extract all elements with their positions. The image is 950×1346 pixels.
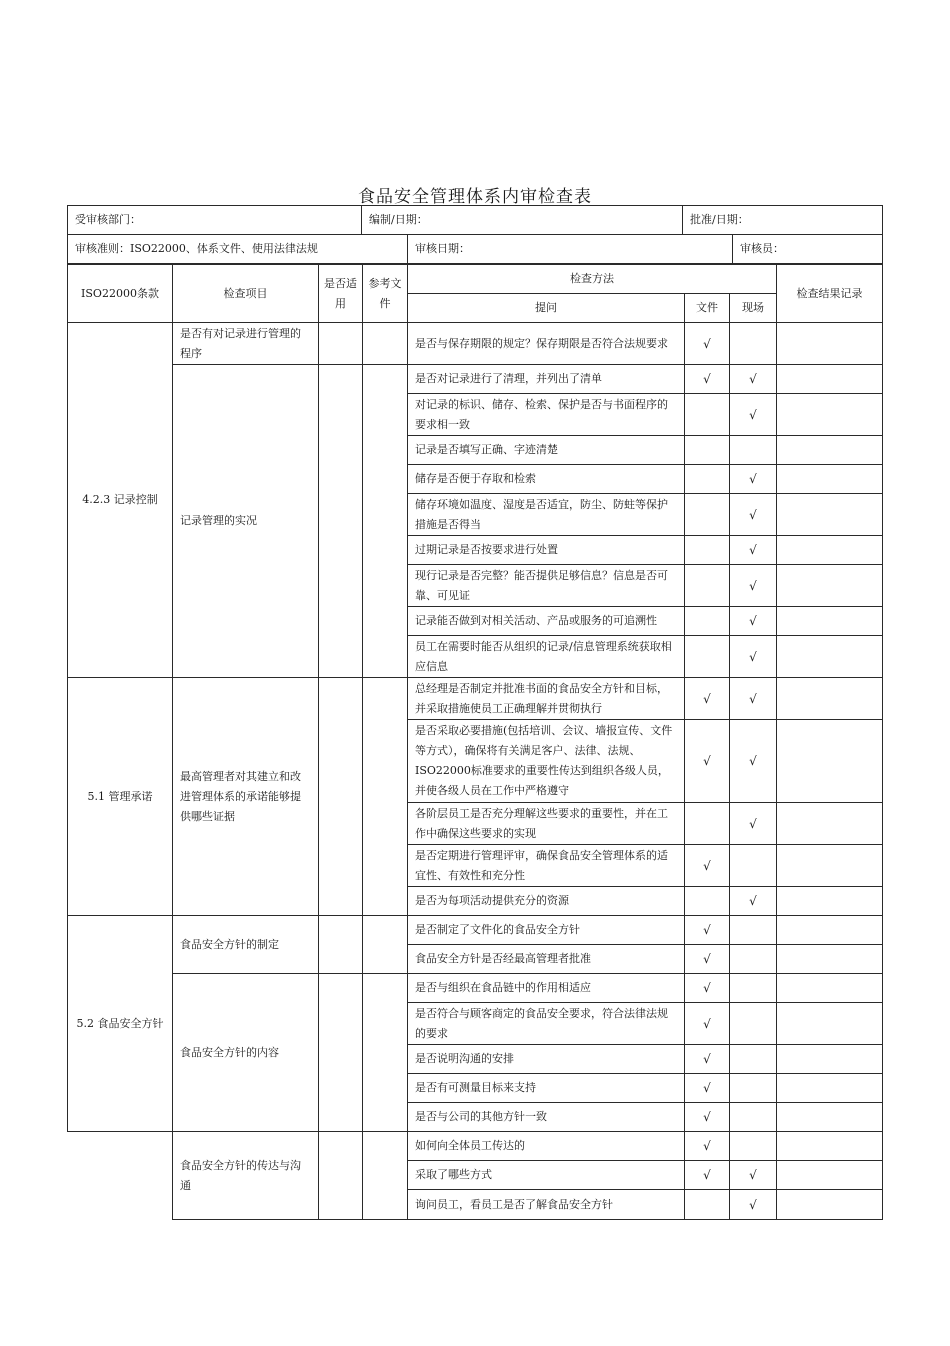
site-check-cell bbox=[730, 845, 777, 887]
site-check-cell: √ bbox=[730, 720, 777, 803]
question-cell: 是否有可测量目标来支持 bbox=[408, 1074, 685, 1103]
question-cell: 对记录的标识、储存、检索、保护是否与书面程序的要求相一致 bbox=[408, 394, 685, 436]
doc-check-cell bbox=[685, 607, 730, 636]
doc-check-cell bbox=[685, 394, 730, 436]
doc-check-cell: √ bbox=[685, 1003, 730, 1045]
col-question-header: 提问 bbox=[408, 294, 685, 323]
question-cell: 是否与保存期限的规定？保存期限是否符合法规要求 bbox=[408, 323, 685, 365]
question-cell: 记录是否填写正确、字迹清楚 bbox=[408, 436, 685, 465]
applicable-cell bbox=[319, 1132, 363, 1220]
question-cell: 是否说明沟通的安排 bbox=[408, 1045, 685, 1074]
question-cell: 是否与组织在食品链中的作用相适应 bbox=[408, 974, 685, 1003]
question-cell: 储存环境如温度、湿度是否适宜，防尘、防蛀等保护措施是否得当 bbox=[408, 494, 685, 536]
result-record-cell bbox=[777, 845, 883, 887]
site-check-cell: √ bbox=[730, 636, 777, 678]
check-item-cell: 食品安全方针的传达与沟通 bbox=[173, 1132, 319, 1220]
site-check-cell bbox=[730, 323, 777, 365]
result-record-cell bbox=[777, 1161, 883, 1190]
col-site-header: 现场 bbox=[730, 294, 777, 323]
col-item-header: 检查项目 bbox=[173, 265, 319, 323]
site-check-cell: √ bbox=[730, 1190, 777, 1220]
site-check-cell: √ bbox=[730, 565, 777, 607]
site-check-cell bbox=[730, 974, 777, 1003]
doc-check-cell: √ bbox=[685, 916, 730, 945]
audit-criteria-field: 审核准则：ISO22000、体系文件、使用法律法规 bbox=[68, 235, 408, 264]
col-applicable-header: 是否适用 bbox=[319, 265, 363, 323]
reference-cell bbox=[363, 1132, 408, 1220]
question-cell: 采取了哪些方式 bbox=[408, 1161, 685, 1190]
question-cell: 是否采取必要措施(包括培训、会议、墙报宣传、文件等方式），确保将有关满足客户、法律、法规、ISO22000标准要求的重要性传达到组织各级人员，并使各级人员在工作中严格遵守 bbox=[408, 720, 685, 803]
doc-check-cell bbox=[685, 465, 730, 494]
result-record-cell bbox=[777, 1045, 883, 1074]
doc-check-cell: √ bbox=[685, 845, 730, 887]
checklist-table bbox=[67, 264, 883, 1220]
clause-cell: 5.1 管理承诺 bbox=[68, 678, 173, 916]
result-record-cell bbox=[777, 945, 883, 974]
question-cell: 是否定期进行管理评审，确保食品安全管理体系的适宜性、有效性和充分性 bbox=[408, 845, 685, 887]
col-reference-header: 参考文件 bbox=[363, 265, 408, 323]
check-item-cell: 记录管理的实况 bbox=[173, 365, 319, 678]
check-item-cell: 最高管理者对其建立和改进管理体系的承诺能够提供哪些证据 bbox=[173, 678, 319, 916]
site-check-cell bbox=[730, 1074, 777, 1103]
question-cell: 是否为每项活动提供充分的资源 bbox=[408, 887, 685, 916]
col-doc-header: 文件 bbox=[685, 294, 730, 323]
doc-check-cell: √ bbox=[685, 1103, 730, 1132]
result-record-cell bbox=[777, 494, 883, 536]
site-check-cell: √ bbox=[730, 1161, 777, 1190]
doc-check-cell bbox=[685, 636, 730, 678]
doc-check-cell bbox=[685, 565, 730, 607]
question-cell: 现行记录是否完整？能否提供足够信息？信息是否可靠、可见证 bbox=[408, 565, 685, 607]
result-record-cell bbox=[777, 536, 883, 565]
page-title: 食品安全管理体系内审检查表 bbox=[358, 187, 592, 207]
site-check-cell bbox=[730, 1003, 777, 1045]
result-record-cell bbox=[777, 916, 883, 945]
clause-cell: 5.2 食品安全方针 bbox=[68, 916, 173, 1132]
result-record-cell bbox=[777, 394, 883, 436]
result-record-cell bbox=[777, 974, 883, 1003]
site-check-cell bbox=[730, 1103, 777, 1132]
compile-date-field: 编制/日期： bbox=[362, 206, 683, 235]
doc-check-cell: √ bbox=[685, 1132, 730, 1161]
site-check-cell bbox=[730, 1132, 777, 1161]
table-row bbox=[68, 974, 883, 1003]
reference-cell bbox=[363, 323, 408, 365]
question-cell: 是否制定了文件化的食品安全方针 bbox=[408, 916, 685, 945]
doc-check-cell bbox=[685, 494, 730, 536]
question-cell: 记录能否做到对相关活动、产品或服务的可追溯性 bbox=[408, 607, 685, 636]
doc-check-cell bbox=[685, 1190, 730, 1220]
col-method-header: 检查方法 bbox=[408, 265, 777, 294]
site-check-cell: √ bbox=[730, 536, 777, 565]
result-record-cell bbox=[777, 465, 883, 494]
header-row-1 bbox=[67, 205, 883, 235]
result-record-cell bbox=[777, 1190, 883, 1220]
result-record-cell bbox=[777, 1074, 883, 1103]
result-record-cell bbox=[777, 1132, 883, 1161]
question-cell: 过期记录是否按要求进行处置 bbox=[408, 536, 685, 565]
site-check-cell bbox=[730, 945, 777, 974]
result-record-cell bbox=[777, 803, 883, 845]
site-check-cell: √ bbox=[730, 887, 777, 916]
result-record-cell bbox=[777, 678, 883, 720]
approve-date-field: 批准/日期： bbox=[683, 206, 883, 235]
question-cell: 员工在需要时能否从组织的记录/信息管理系统获取相应信息 bbox=[408, 636, 685, 678]
result-record-cell bbox=[777, 323, 883, 365]
table-row bbox=[68, 323, 883, 365]
site-check-cell bbox=[730, 916, 777, 945]
table-row bbox=[68, 365, 883, 394]
reference-cell bbox=[363, 365, 408, 678]
check-item-cell: 是否有对记录进行管理的程序 bbox=[173, 323, 319, 365]
reference-cell bbox=[363, 974, 408, 1132]
reference-cell bbox=[363, 916, 408, 974]
result-record-cell bbox=[777, 1003, 883, 1045]
doc-check-cell: √ bbox=[685, 365, 730, 394]
site-check-cell: √ bbox=[730, 678, 777, 720]
doc-check-cell bbox=[685, 536, 730, 565]
applicable-cell bbox=[319, 678, 363, 916]
question-cell: 是否符合与顾客商定的食品安全要求，符合法律法规的要求 bbox=[408, 1003, 685, 1045]
doc-check-cell: √ bbox=[685, 945, 730, 974]
check-item-cell: 食品安全方针的内容 bbox=[173, 974, 319, 1132]
clause-blank bbox=[68, 1132, 173, 1220]
col-result-header: 检查结果记录 bbox=[777, 265, 883, 323]
doc-check-cell: √ bbox=[685, 1074, 730, 1103]
result-record-cell bbox=[777, 436, 883, 465]
result-record-cell bbox=[777, 1103, 883, 1132]
col-clause-header: ISO22000条款 bbox=[68, 265, 173, 323]
applicable-cell bbox=[319, 323, 363, 365]
site-check-cell: √ bbox=[730, 494, 777, 536]
table-row bbox=[68, 1132, 883, 1161]
header-row-2 bbox=[67, 234, 883, 264]
doc-check-cell bbox=[685, 803, 730, 845]
site-check-cell: √ bbox=[730, 394, 777, 436]
audited-dept-field: 受审核部门： bbox=[68, 206, 362, 235]
check-item-cell: 食品安全方针的制定 bbox=[173, 916, 319, 974]
question-cell: 各阶层员工是否充分理解这些要求的重要性，并在工作中确保这些要求的实现 bbox=[408, 803, 685, 845]
applicable-cell bbox=[319, 916, 363, 974]
applicable-cell bbox=[319, 974, 363, 1132]
auditor-field: 审核员： bbox=[733, 235, 883, 264]
result-record-cell bbox=[777, 887, 883, 916]
question-cell: 储存是否便于存取和检索 bbox=[408, 465, 685, 494]
doc-check-cell bbox=[685, 436, 730, 465]
site-check-cell: √ bbox=[730, 607, 777, 636]
doc-check-cell: √ bbox=[685, 720, 730, 803]
site-check-cell bbox=[730, 1045, 777, 1074]
doc-check-cell: √ bbox=[685, 974, 730, 1003]
site-check-cell bbox=[730, 436, 777, 465]
question-cell: 是否对记录进行了清理，并列出了清单 bbox=[408, 365, 685, 394]
site-check-cell: √ bbox=[730, 465, 777, 494]
doc-check-cell: √ bbox=[685, 678, 730, 720]
applicable-cell bbox=[319, 365, 363, 678]
site-check-cell: √ bbox=[730, 803, 777, 845]
audit-date-field: 审核日期： bbox=[408, 235, 733, 264]
question-cell: 总经理是否制定并批准书面的食品安全方针和目标，并采取措施使员工正确理解并贯彻执行 bbox=[408, 678, 685, 720]
site-check-cell: √ bbox=[730, 365, 777, 394]
reference-cell bbox=[363, 678, 408, 916]
question-cell: 是否与公司的其他方针一致 bbox=[408, 1103, 685, 1132]
clause-cell: 4.2.3 记录控制 bbox=[68, 323, 173, 678]
question-cell: 食品安全方针是否经最高管理者批准 bbox=[408, 945, 685, 974]
question-cell: 如何向全体员工传达的 bbox=[408, 1132, 685, 1161]
table-row bbox=[68, 678, 883, 720]
table-row bbox=[68, 916, 883, 945]
result-record-cell bbox=[777, 365, 883, 394]
doc-check-cell bbox=[685, 887, 730, 916]
result-record-cell bbox=[777, 565, 883, 607]
doc-check-cell: √ bbox=[685, 1161, 730, 1190]
doc-check-cell: √ bbox=[685, 323, 730, 365]
result-record-cell bbox=[777, 636, 883, 678]
result-record-cell bbox=[777, 607, 883, 636]
doc-check-cell: √ bbox=[685, 1045, 730, 1074]
question-cell: 询问员工，看员工是否了解食品安全方针 bbox=[408, 1190, 685, 1220]
result-record-cell bbox=[777, 720, 883, 803]
